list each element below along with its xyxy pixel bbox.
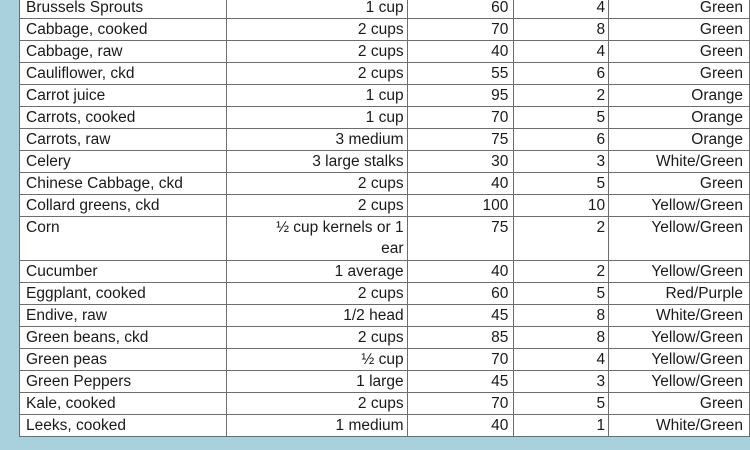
table-row bbox=[20, 173, 750, 195]
serving-size-text: 1 medium bbox=[335, 417, 404, 434]
calories-cell: 40 bbox=[407, 261, 514, 283]
color-cell: Green bbox=[609, 41, 750, 63]
calories-cell: 95 bbox=[407, 85, 514, 107]
serving-size-text: 2 cups bbox=[357, 395, 404, 412]
serving-size-text: ½ cup kernels or 1 bbox=[276, 219, 404, 236]
fiber-cell: 4 bbox=[514, 349, 609, 371]
calories-cell: 85 bbox=[407, 327, 514, 349]
color-cell: Green bbox=[609, 173, 750, 195]
serving-size-cell bbox=[226, 19, 407, 41]
color-cell: Yellow/Green bbox=[609, 261, 750, 283]
color-cell: Green bbox=[609, 0, 750, 19]
fiber-cell: 5 bbox=[514, 393, 609, 415]
serving-size-cell bbox=[226, 107, 407, 129]
table-row bbox=[20, 261, 750, 283]
serving-size-text: 2 cups bbox=[357, 65, 404, 82]
serving-size-text: 3 medium bbox=[335, 131, 404, 148]
food-name-cell: Kale, cooked bbox=[20, 393, 227, 415]
table-row bbox=[20, 327, 750, 349]
calories-cell: 100 bbox=[407, 195, 514, 217]
food-name-cell: Collard greens, ckd bbox=[20, 195, 227, 217]
fiber-cell: 3 bbox=[514, 151, 609, 173]
serving-size-cell bbox=[226, 393, 407, 415]
serving-size-text: 3 large stalks bbox=[312, 153, 404, 170]
calories-cell: 70 bbox=[407, 19, 514, 41]
table-row bbox=[20, 217, 750, 261]
food-name-cell: Eggplant, cooked bbox=[20, 283, 227, 305]
food-name-cell: Carrots, cooked bbox=[20, 107, 227, 129]
food-name-cell: Cucumber bbox=[20, 261, 227, 283]
fiber-cell: 4 bbox=[514, 41, 609, 63]
vegetable-nutrition-table bbox=[19, 0, 750, 437]
table-row bbox=[20, 371, 750, 393]
food-name-cell: Cauliflower, ckd bbox=[20, 63, 227, 85]
table-row bbox=[20, 63, 750, 85]
fiber-cell: 10 bbox=[514, 195, 609, 217]
color-cell: Red/Purple bbox=[609, 283, 750, 305]
serving-size-text: ear bbox=[381, 240, 404, 257]
serving-size-cell bbox=[226, 151, 407, 173]
serving-size-cell bbox=[226, 261, 407, 283]
food-name-cell: Cabbage, cooked bbox=[20, 19, 227, 41]
serving-size-text: 2 cups bbox=[357, 329, 404, 346]
table-row bbox=[20, 107, 750, 129]
food-name-cell: Leeks, cooked bbox=[20, 415, 227, 437]
color-cell: White/Green bbox=[609, 305, 750, 327]
serving-size-text: 1 average bbox=[334, 263, 404, 280]
fiber-cell: 8 bbox=[514, 305, 609, 327]
serving-size-cell bbox=[226, 305, 407, 327]
serving-size-text: 1/2 head bbox=[343, 307, 404, 324]
color-cell: Yellow/Green bbox=[609, 349, 750, 371]
table-body bbox=[20, 0, 750, 437]
serving-size-cell bbox=[226, 349, 407, 371]
table-row bbox=[20, 85, 750, 107]
fiber-cell: 5 bbox=[514, 283, 609, 305]
color-cell: Orange bbox=[609, 107, 750, 129]
calories-cell: 45 bbox=[407, 371, 514, 393]
food-name-cell: Carrots, raw bbox=[20, 129, 227, 151]
serving-size-cell bbox=[226, 283, 407, 305]
food-name-cell: Chinese Cabbage, ckd bbox=[20, 173, 227, 195]
calories-cell: 70 bbox=[407, 393, 514, 415]
fiber-cell: 2 bbox=[514, 85, 609, 107]
serving-size-cell bbox=[226, 41, 407, 63]
food-name-cell: Endive, raw bbox=[20, 305, 227, 327]
calories-cell: 75 bbox=[407, 129, 514, 151]
serving-size-cell bbox=[226, 371, 407, 393]
calories-cell: 70 bbox=[407, 349, 514, 371]
serving-size-cell bbox=[226, 0, 407, 19]
food-name-cell: Green peas bbox=[20, 349, 227, 371]
color-cell: Green bbox=[609, 63, 750, 85]
food-name-cell: Celery bbox=[20, 151, 227, 173]
calories-cell: 40 bbox=[407, 415, 514, 437]
color-cell: Yellow/Green bbox=[609, 371, 750, 393]
table-row bbox=[20, 283, 750, 305]
serving-size-text: 1 cup bbox=[365, 87, 404, 104]
calories-cell: 70 bbox=[407, 107, 514, 129]
fiber-cell: 6 bbox=[514, 63, 609, 85]
fiber-cell: 3 bbox=[514, 371, 609, 393]
calories-cell: 40 bbox=[407, 41, 514, 63]
table-row bbox=[20, 41, 750, 63]
serving-size-cell bbox=[226, 63, 407, 85]
serving-size-text: 2 cups bbox=[357, 285, 404, 302]
food-name-cell: Green Peppers bbox=[20, 371, 227, 393]
table-row bbox=[20, 0, 750, 19]
serving-size-text: ½ cup bbox=[361, 351, 404, 368]
fiber-cell: 6 bbox=[514, 129, 609, 151]
serving-size-text: 1 large bbox=[356, 373, 404, 390]
table-row bbox=[20, 305, 750, 327]
color-cell: Green bbox=[609, 393, 750, 415]
serving-size-text: 2 cups bbox=[357, 43, 404, 60]
table-row bbox=[20, 151, 750, 173]
serving-size-cell bbox=[226, 173, 407, 195]
fiber-cell: 2 bbox=[514, 261, 609, 283]
serving-size-cell bbox=[226, 217, 407, 261]
color-cell: Yellow/Green bbox=[609, 217, 750, 261]
fiber-cell: 1 bbox=[514, 415, 609, 437]
calories-cell: 60 bbox=[407, 0, 514, 19]
calories-cell: 30 bbox=[407, 151, 514, 173]
calories-cell: 45 bbox=[407, 305, 514, 327]
table-row bbox=[20, 129, 750, 151]
fiber-cell: 4 bbox=[514, 0, 609, 19]
calories-cell: 60 bbox=[407, 283, 514, 305]
food-name-cell: Cabbage, raw bbox=[20, 41, 227, 63]
color-cell: Orange bbox=[609, 129, 750, 151]
serving-size-text: 2 cups bbox=[357, 175, 404, 192]
table-row bbox=[20, 393, 750, 415]
calories-cell: 40 bbox=[407, 173, 514, 195]
serving-size-cell bbox=[226, 129, 407, 151]
table-row bbox=[20, 415, 750, 437]
table-row bbox=[20, 19, 750, 41]
color-cell: Yellow/Green bbox=[609, 195, 750, 217]
serving-size-cell bbox=[226, 327, 407, 349]
serving-size-cell bbox=[226, 415, 407, 437]
food-name-cell: Green beans, ckd bbox=[20, 327, 227, 349]
color-cell: Orange bbox=[609, 85, 750, 107]
table-row bbox=[20, 195, 750, 217]
color-cell: White/Green bbox=[609, 415, 750, 437]
serving-size-cell bbox=[226, 85, 407, 107]
food-name-cell: Brussels Sprouts bbox=[20, 0, 227, 19]
serving-size-text: 2 cups bbox=[357, 21, 404, 38]
fiber-cell: 8 bbox=[514, 327, 609, 349]
fiber-cell: 5 bbox=[514, 173, 609, 195]
calories-cell: 55 bbox=[407, 63, 514, 85]
fiber-cell: 2 bbox=[514, 217, 609, 261]
table-row bbox=[20, 349, 750, 371]
food-name-cell: Carrot juice bbox=[20, 85, 227, 107]
color-cell: White/Green bbox=[609, 151, 750, 173]
serving-size-text: 1 cup bbox=[365, 109, 404, 126]
fiber-cell: 8 bbox=[514, 19, 609, 41]
food-name-cell: Corn bbox=[20, 217, 227, 261]
serving-size-text: 1 cup bbox=[365, 0, 404, 16]
calories-cell: 75 bbox=[407, 217, 514, 261]
color-cell: Yellow/Green bbox=[609, 327, 750, 349]
serving-size-cell bbox=[226, 195, 407, 217]
color-cell: Green bbox=[609, 19, 750, 41]
fiber-cell: 5 bbox=[514, 107, 609, 129]
serving-size-text: 2 cups bbox=[357, 197, 404, 214]
